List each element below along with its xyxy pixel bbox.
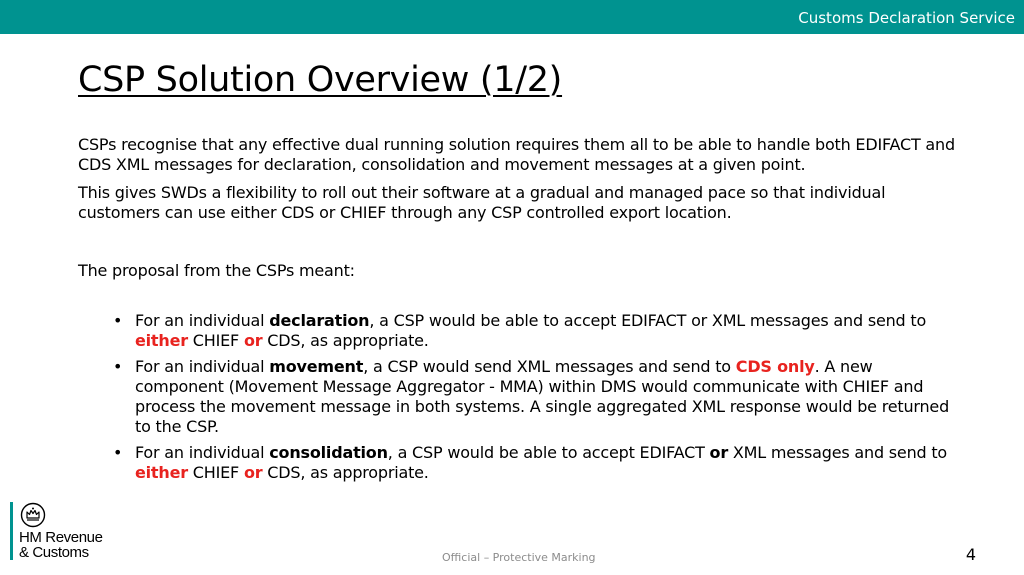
page-number: 4 — [965, 545, 976, 564]
red-emphasis: CDS only — [735, 357, 815, 376]
bold-term: declaration — [269, 311, 370, 330]
text: CHIEF — [187, 331, 244, 350]
protective-marking: Official – Protective Marking — [442, 551, 596, 564]
text: , a CSP would be able to accept EDIFACT or XML messages and send to — [369, 311, 927, 330]
proposal-list — [78, 311, 958, 483]
intro-paragraph: CSPs recognise that any effective dual running solution requires them all to be able to handle both EDIFACT and CDS XML messages for declaration, consolidation and movement messages at a given point. — [78, 135, 955, 174]
service-name: Customs Declaration Service — [798, 9, 1015, 27]
slide-content — [78, 135, 958, 489]
text: For an individual — [135, 443, 270, 462]
logo-line-1: HM Revenue — [19, 529, 103, 546]
red-emphasis: or — [243, 331, 263, 350]
slide-title: CSP Solution Overview (1/2) — [78, 60, 563, 100]
red-emphasis: or — [243, 463, 263, 482]
bold-term: or — [709, 443, 729, 462]
text: , a CSP would send XML messages and send to — [363, 357, 736, 376]
logo-accent-bar — [10, 502, 13, 560]
bold-term: movement — [269, 357, 364, 376]
list-item-consolidation — [113, 443, 958, 483]
red-emphasis: either — [135, 463, 188, 482]
text: For an individual — [135, 311, 270, 330]
hmrc-logo — [10, 502, 140, 562]
text: . A new component (Movement Message Aggregator - MMA) within DMS would communicate with CHIEF and process the movement message in both systems. A single aggregated XML response would be returned to the CSP. — [135, 357, 950, 436]
bullet-icon: • — [113, 311, 123, 330]
list-item-movement — [113, 357, 958, 437]
bold-term: consolidation — [269, 443, 388, 462]
logo-line-2: & Customs — [19, 544, 89, 561]
text: CHIEF — [187, 463, 244, 482]
list-item-declaration — [113, 311, 958, 351]
text: CDS, as appropriate. — [262, 331, 429, 350]
text: For an individual — [135, 357, 270, 376]
logo-wordmark — [19, 530, 103, 560]
proposal-intro: The proposal from the CSPs meant: — [78, 261, 355, 280]
royal-crest-icon — [20, 502, 46, 528]
flexibility-paragraph: This gives SWDs a flexibility to roll out their software at a gradual and managed pace so that individual customers can use either CDS or CHIEF through any CSP controlled export location. — [78, 183, 886, 222]
bullet-icon: • — [113, 357, 123, 376]
bullet-icon: • — [113, 443, 123, 462]
text: CDS, as appropriate. — [262, 463, 429, 482]
header-bar — [0, 0, 1024, 34]
text: XML messages and send to — [728, 443, 948, 462]
text: , a CSP would be able to accept EDIFACT — [387, 443, 710, 462]
red-emphasis: either — [135, 331, 188, 350]
